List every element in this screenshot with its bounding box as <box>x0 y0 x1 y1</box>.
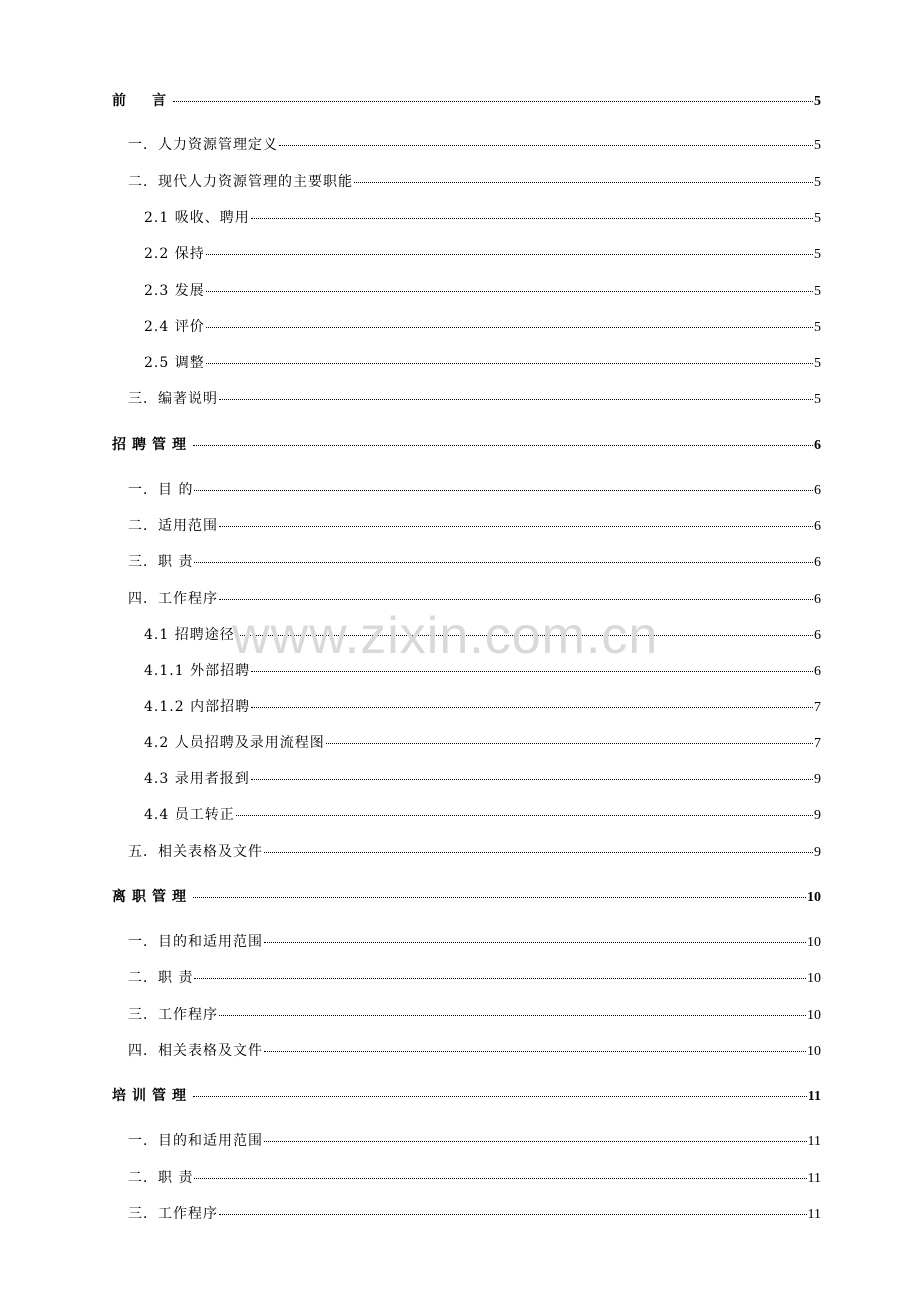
dot-leader <box>193 1096 807 1097</box>
toc-entry[interactable] <box>112 888 821 907</box>
toc-entry-label: 五．相关表格及文件 <box>128 844 263 860</box>
toc-entry-label: 2.1 吸收、聘用 <box>144 210 250 226</box>
dot-leader <box>264 1141 807 1142</box>
toc-entry-label: 4.1 招聘途径 <box>144 627 235 643</box>
toc-entry-label: 4.4 员工转正 <box>144 807 235 823</box>
toc-page-number: 11 <box>807 1089 821 1104</box>
toc-entry[interactable] <box>128 1006 821 1025</box>
toc-page-number: 9 <box>814 808 821 823</box>
toc-entry[interactable] <box>128 590 821 609</box>
toc-entry-label: 4.2 人员招聘及录用流程图 <box>144 735 325 751</box>
toc-page-number: 10 <box>807 935 821 950</box>
dot-leader <box>194 490 813 491</box>
toc-entry[interactable] <box>128 390 821 409</box>
toc-entry-label: 2.4 评价 <box>144 319 205 335</box>
toc-entry[interactable] <box>144 282 821 301</box>
toc-entry-label: 前 言 <box>112 93 172 109</box>
toc-page-number: 6 <box>814 483 821 498</box>
dot-leader <box>206 363 813 364</box>
toc-entry-label: 2.5 调整 <box>144 355 205 371</box>
toc-entry[interactable] <box>144 698 821 717</box>
toc-entry[interactable] <box>128 933 821 952</box>
watermark: www.zixin.com.cn <box>232 607 659 665</box>
toc-entry[interactable] <box>144 806 821 825</box>
toc-entry-label: 招聘管理 <box>112 437 192 453</box>
toc-page-number: 5 <box>814 211 821 226</box>
dot-leader <box>264 942 806 943</box>
toc-entry-label: 4.1.1 外部招聘 <box>144 663 251 679</box>
toc-page-number: 5 <box>814 247 821 262</box>
toc-page-number: 5 <box>814 356 821 371</box>
toc-entry[interactable] <box>128 173 821 192</box>
toc-page-number: 10 <box>807 1044 821 1059</box>
toc-entry[interactable] <box>128 517 821 536</box>
dot-leader <box>251 707 813 708</box>
toc-page-number: 5 <box>814 320 821 335</box>
toc-entry-label: 2.2 保持 <box>144 246 205 262</box>
toc-page-number: 11 <box>807 1171 821 1186</box>
dot-leader <box>264 852 813 853</box>
toc-page-number: 7 <box>814 700 821 715</box>
toc-entry[interactable] <box>144 626 821 645</box>
toc-entry[interactable] <box>128 1205 821 1224</box>
dot-leader <box>236 635 813 636</box>
toc-page-number: 6 <box>814 628 821 643</box>
dot-leader <box>251 671 813 672</box>
toc-entry[interactable] <box>112 1087 821 1106</box>
toc-entry-label: 三．编著说明 <box>128 391 218 407</box>
toc-entry-label: 一．人力资源管理定义 <box>128 137 278 153</box>
toc-entry[interactable] <box>112 92 821 111</box>
dot-leader <box>279 145 813 146</box>
dot-leader <box>236 815 813 816</box>
dot-leader <box>251 779 813 780</box>
dot-leader <box>193 445 813 446</box>
toc-entry-label: 4.3 录用者报到 <box>144 771 250 787</box>
dot-leader <box>219 1214 807 1215</box>
toc-page-number: 9 <box>814 772 821 787</box>
toc-page-number: 6 <box>814 438 821 453</box>
toc-page-number: 6 <box>814 519 821 534</box>
dot-leader <box>326 743 813 744</box>
toc-entry-label: 培训管理 <box>112 1088 192 1104</box>
toc-entry[interactable] <box>144 209 821 228</box>
toc-entry[interactable] <box>144 354 821 373</box>
toc-entry-label: 离职管理 <box>112 889 192 905</box>
toc-page-number: 11 <box>807 1134 821 1149</box>
dot-leader <box>194 978 806 979</box>
toc-entry[interactable] <box>128 1042 821 1061</box>
dot-leader <box>206 327 813 328</box>
toc-entry-label: 4.1.2 内部招聘 <box>144 699 251 715</box>
dot-leader <box>219 1015 806 1016</box>
toc-page-number: 9 <box>814 845 821 860</box>
toc-entry[interactable] <box>128 1169 821 1188</box>
toc-page-number: 7 <box>814 736 821 751</box>
toc-entry-label: 二．适用范围 <box>128 518 218 534</box>
toc-entry-label: 三．职 责 <box>128 554 194 570</box>
toc-entry[interactable] <box>112 436 821 455</box>
toc-entry[interactable] <box>144 318 821 337</box>
toc-page-number: 6 <box>814 555 821 570</box>
toc-page-number: 5 <box>814 284 821 299</box>
dot-leader <box>251 218 813 219</box>
dot-leader <box>219 399 813 400</box>
dot-leader <box>219 526 813 527</box>
toc-page-number: 5 <box>814 175 821 190</box>
toc-entry[interactable] <box>128 553 821 572</box>
toc-entry[interactable] <box>144 734 821 753</box>
toc-page-number: 5 <box>814 94 821 109</box>
toc-page-number: 10 <box>807 890 821 905</box>
toc-entry-label: 二．现代人力资源管理的主要职能 <box>128 174 353 190</box>
toc-entry-label: 三．工作程序 <box>128 1206 218 1222</box>
toc-entry[interactable] <box>128 136 821 155</box>
toc-entry[interactable] <box>128 843 821 862</box>
dot-leader <box>264 1051 806 1052</box>
toc-page-number: 6 <box>814 664 821 679</box>
toc-entry-label: 三．工作程序 <box>128 1007 218 1023</box>
toc-page-number: 6 <box>814 592 821 607</box>
toc-entry[interactable] <box>144 245 821 264</box>
toc-entry-label: 四．相关表格及文件 <box>128 1043 263 1059</box>
toc-entry[interactable] <box>144 662 821 681</box>
dot-leader <box>206 254 813 255</box>
dot-leader <box>219 599 813 600</box>
toc-entry-label: 四．工作程序 <box>128 591 218 607</box>
toc-page-number: 10 <box>807 971 821 986</box>
dot-leader <box>194 562 813 563</box>
toc-entry[interactable] <box>128 481 821 500</box>
dot-leader <box>354 182 813 183</box>
dot-leader <box>194 1178 806 1179</box>
toc-entry[interactable] <box>128 1132 821 1151</box>
dot-leader <box>173 101 813 102</box>
toc-page-number: 5 <box>814 392 821 407</box>
dot-leader <box>206 291 813 292</box>
toc-entry-label: 2.3 发展 <box>144 283 205 299</box>
dot-leader <box>193 897 806 898</box>
toc-entry-label: 二．职 责 <box>128 970 194 986</box>
toc-entry[interactable] <box>128 969 821 988</box>
toc-entry[interactable] <box>144 770 821 789</box>
toc-entry-label: 一．目的和适用范围 <box>128 1133 263 1149</box>
toc-entry-label: 二．职 责 <box>128 1170 194 1186</box>
toc-page-number: 10 <box>807 1008 821 1023</box>
toc-entry-label: 一．目的和适用范围 <box>128 934 263 950</box>
toc-page-number: 5 <box>814 138 821 153</box>
toc-entry-label: 一．目 的 <box>128 482 194 498</box>
toc-page-number: 11 <box>807 1207 821 1222</box>
